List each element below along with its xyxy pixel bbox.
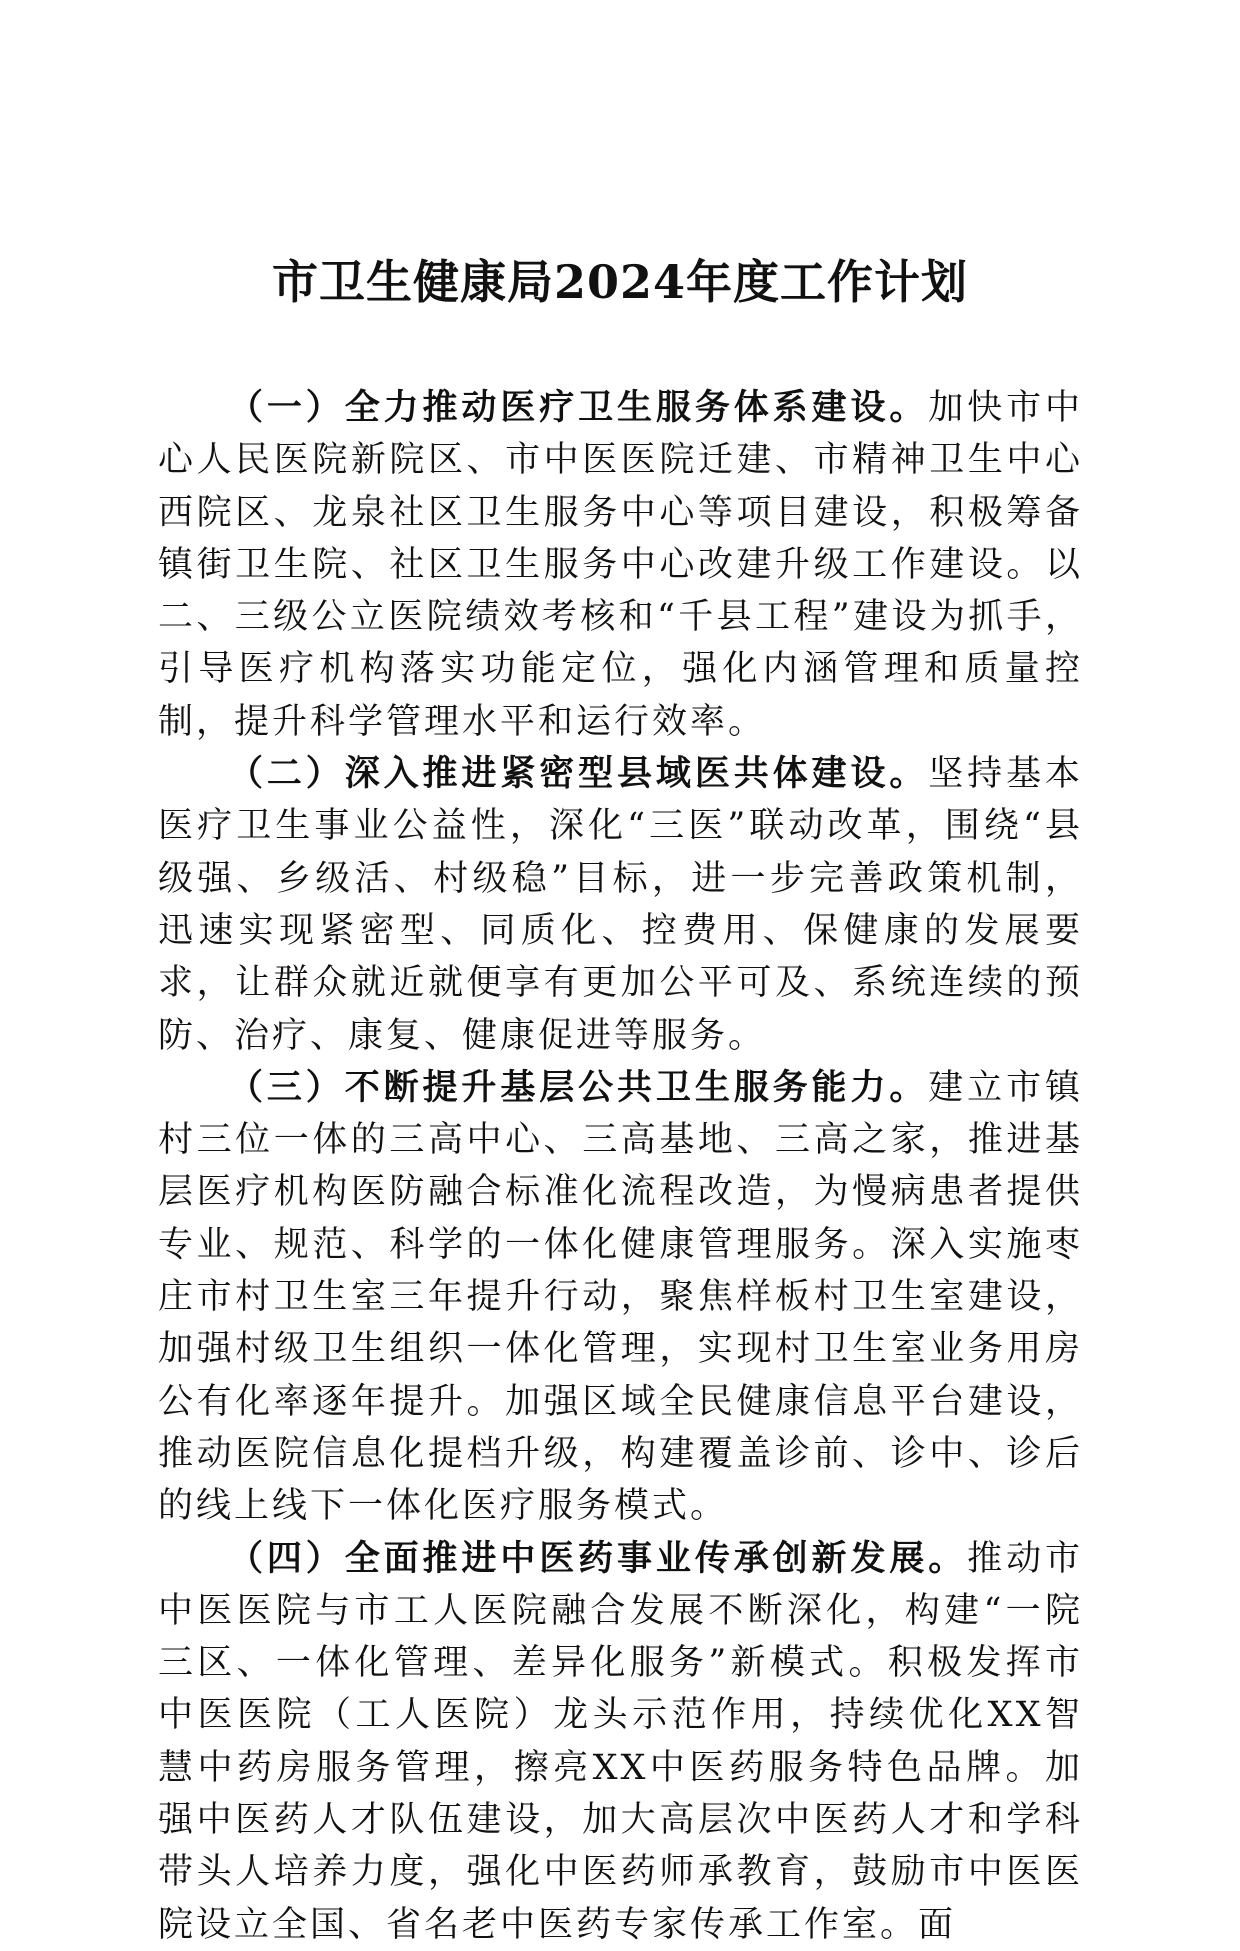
paragraph-heading: （三）不断提升基层公共卫生服务能力。 <box>228 1066 929 1108</box>
page-title: 市卫生健康局2024年度工作计划 <box>271 255 969 309</box>
paragraph-3 <box>158 1062 1083 1533</box>
paragraph-heading: （一）全力推动医疗卫生服务体系建设。 <box>228 387 929 428</box>
paragraph-text: 建立市镇村三位一体的三高中心、三高基地、三高之家，推进基层医疗机构医防融合标准化流程改造，为慢病患者提供专业、规范、科学的一体化健康管理服务。深入实施枣庄市村卫生室三年提升行动，聚焦样板村卫生室建设，加强村级卫生组织一体化管理，实现村卫生室业务用房公有化率逐年提升。加强区域全民健康信息平台建设，推动医院信息化提档升级，构建覆盖诊前、诊中、诊后的线上线下一体化医疗服务模式。 <box>158 1067 1083 1527</box>
paragraph-1 <box>158 382 1083 748</box>
paragraph-text: 加快市中心人民医院新院区、市中医医院迁建、市精神卫生中心西院区、龙泉社区卫生服务中心等项目建设，积极筹备镇街卫生院、社区卫生服务中心改建升级工作建设。以二、三级公立医院绩效考核和“千县工程”建设为抓手，引导医疗机构落实功能定位，强化内涵管理和质量控制，提升科学管理水平和运行效率。 <box>158 388 1083 742</box>
paragraph-heading: （二）深入推进紧密型县域医共体建设。 <box>228 753 929 795</box>
paragraph-heading: （四）全面推进中医药事业传承创新发展。 <box>228 1537 968 1579</box>
paragraph-text: 坚持基本医疗卫生事业公益性，深化“三医”联动改革，围绕“县级强、乡级活、村级稳”目标，进一步完善政策机制，迅速实现紧密型、同质化、控费用、保健康的发展要求，让群众就近就便享有更加公平可及、系统连续的预防、治疗、康复、健康促进等服务。 <box>158 754 1083 1056</box>
paragraph-text: 推动市中医医院与市工人医院融合发展不断深化，构建“一院三区、一体化管理、差异化服务”新模式。积极发挥市中医医院（工人医院）龙头示范作用，持续优化XX智慧中药房服务管理，擦亮XX中医药服务特色品牌。加强中医药人才队伍建设，加大高层次中医药人才和学科带头人培养力度，强化中医药师承教育，鼓励市中医医院设立全国、省名老中医药专家传承工作室。面 <box>158 1538 1083 1945</box>
document-body <box>158 382 1083 1951</box>
paragraph-2 <box>158 748 1083 1062</box>
paragraph-4 <box>158 1533 1083 1951</box>
